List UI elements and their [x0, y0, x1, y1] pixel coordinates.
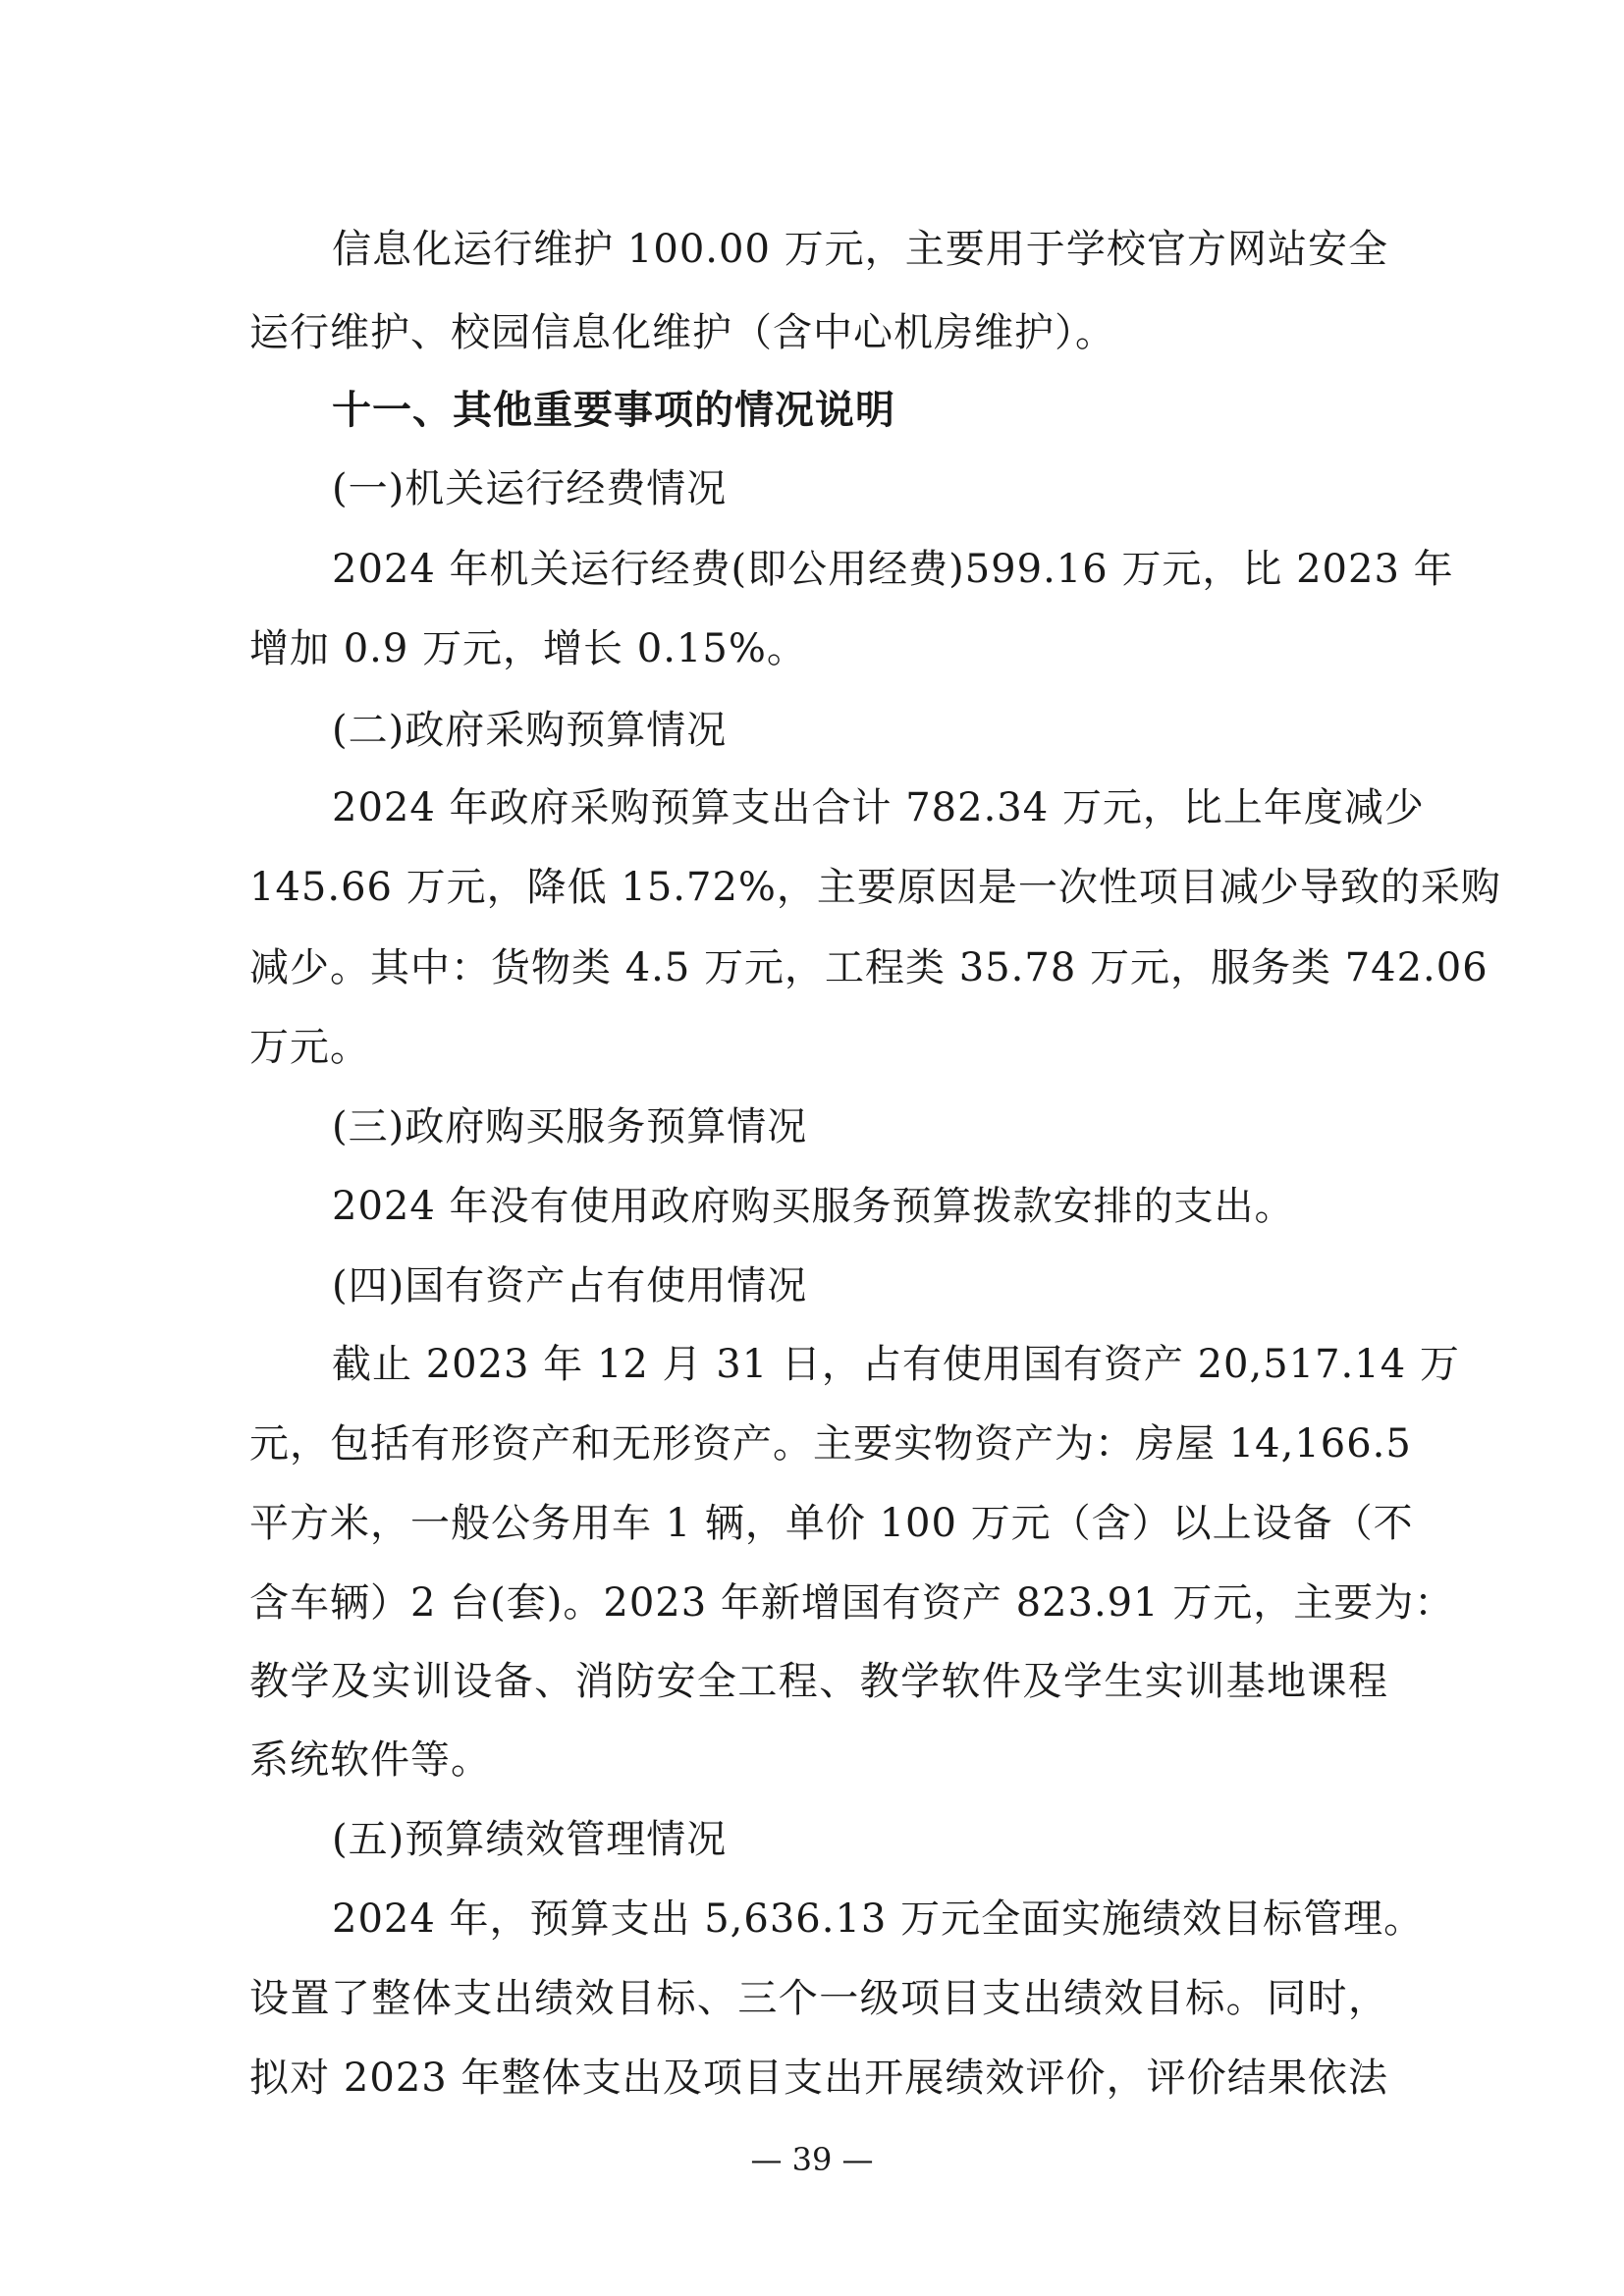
- paragraph-line: 增加 0.9 万元，增长 0.15%。: [249, 626, 807, 671]
- paragraph-line: 2024 年没有使用政府购买服务预算拨款安排的支出。: [332, 1184, 1295, 1229]
- paragraph-line: 含车辆）2 台(套)。2023 年新增国有资产 823.91 万元，主要为：: [249, 1580, 1455, 1626]
- subsection-heading: (五)预算绩效管理情况: [332, 1817, 728, 1862]
- paragraph-line: 设置了整体支出绩效目标、三个一级项目支出绩效目标。同时，: [249, 1976, 1388, 2021]
- paragraph-line: 拟对 2023 年整体支出及项目支出开展绩效评价，评价结果依法: [249, 2056, 1388, 2101]
- paragraph-line: 2024 年机关运行经费(即公用经费)599.16 万元，比 2023 年: [332, 547, 1454, 592]
- paragraph-line: 教学及实训设备、消防安全工程、教学软件及学生实训基地课程: [249, 1659, 1388, 1704]
- section-heading: 十一、其他重要事项的情况说明: [332, 388, 895, 433]
- paragraph-line: 减少。其中：货物类 4.5 万元，工程类 35.78 万元，服务类 742.06: [249, 945, 1489, 990]
- paragraph-line: 截止 2023 年 12 月 31 日，占有使用国有资产 20,517.14 万: [332, 1342, 1460, 1387]
- page-number: — 39 —: [750, 2141, 874, 2178]
- subsection-heading: (三)政府购买服务预算情况: [332, 1104, 808, 1149]
- paragraph-line: 2024 年，预算支出 5,636.13 万元全面实施绩效目标管理。: [332, 1896, 1425, 1942]
- paragraph-line: 万元。: [249, 1025, 370, 1070]
- paragraph-line: 145.66 万元，降低 15.72%，主要原因是一次性项目减少导致的采购: [249, 865, 1501, 910]
- paragraph-line: 信息化运行维护 100.00 万元，主要用于学校官方网站安全: [332, 227, 1388, 272]
- subsection-heading: (四)国有资产占有使用情况: [332, 1263, 808, 1308]
- subsection-heading: (二)政府采购预算情况: [332, 708, 728, 753]
- paragraph-line: 系统软件等。: [249, 1737, 491, 1783]
- subsection-heading: (一)机关运行经费情况: [332, 466, 728, 511]
- paragraph-line: 运行维护、校园信息化维护（含中心机房维护）。: [249, 310, 1115, 355]
- paragraph-line: 2024 年政府采购预算支出合计 782.34 万元，比上年度减少: [332, 785, 1425, 830]
- paragraph-line: 平方米，一般公务用车 1 辆，单价 100 万元（含）以上设备（不: [249, 1501, 1414, 1546]
- paragraph-line: 元，包括有形资产和无形资产。主要实物资产为：房屋 14,166.5: [249, 1421, 1412, 1467]
